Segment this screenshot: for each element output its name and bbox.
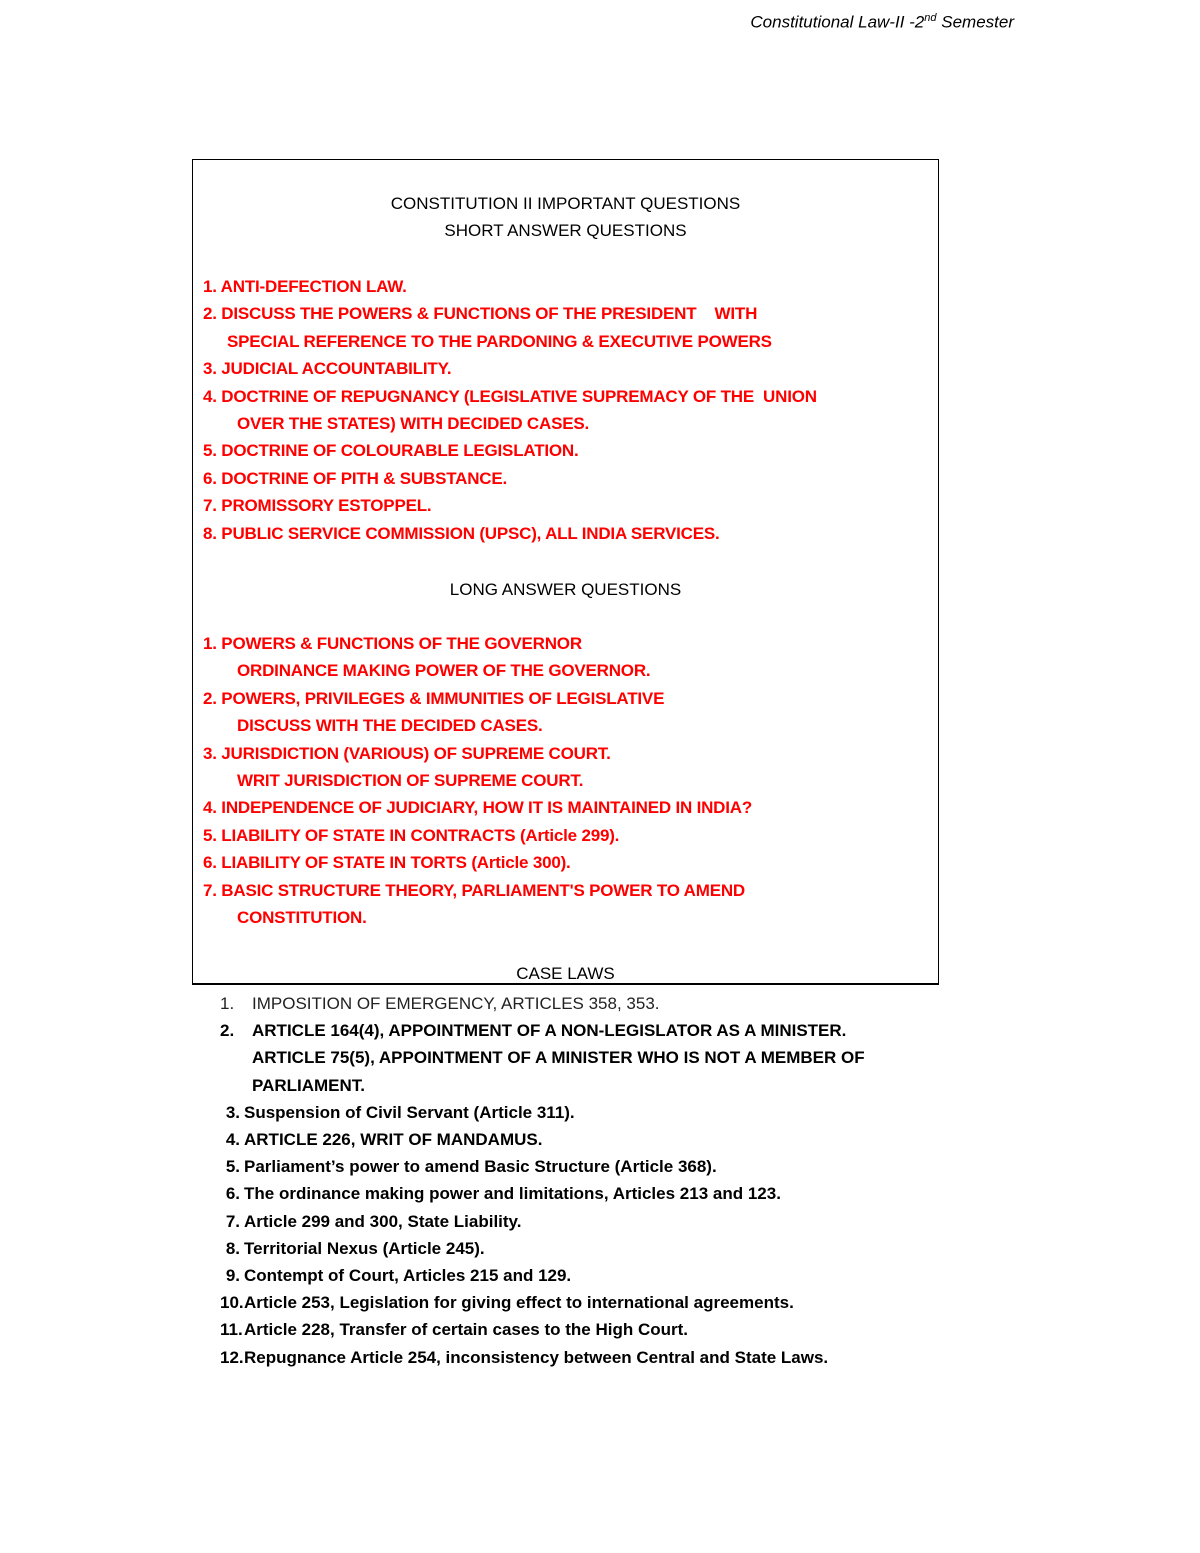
- case-text: Territorial Nexus (Article 245).: [244, 1238, 485, 1258]
- case-number: 7.: [225, 1211, 240, 1231]
- questions-box: [192, 159, 939, 985]
- case-text: PARLIAMENT.: [252, 1075, 366, 1095]
- long-section-title: LONG ANSWER QUESTIONS: [449, 580, 682, 599]
- list-item: 2. POWERS, PRIVILEGES & IMMUNITIES OF LEGISLATIVE: [203, 688, 665, 708]
- list-item: WRIT JURISDICTION OF SUPREME COURT.: [237, 771, 584, 791]
- case-text: Contempt of Court, Articles 215 and 129.: [244, 1266, 572, 1286]
- list-item: SPECIAL REFERENCE TO THE PARDONING & EXECUTIVE POWERS: [227, 331, 772, 351]
- case-item: [220, 1316, 865, 1343]
- list-item: OVER THE STATES) WITH DECIDED CASES.: [237, 414, 590, 434]
- case-number: 11.: [220, 1320, 243, 1340]
- case-laws-list: [220, 990, 865, 1371]
- list-item: 1. POWERS & FUNCTIONS OF THE GOVERNOR: [203, 634, 582, 653]
- case-item: [220, 990, 865, 1017]
- list-item: DISCUSS WITH THE DECIDED CASES.: [237, 716, 543, 736]
- list-item: 8. PUBLIC SERVICE COMMISSION (UPSC), ALL INDIA SERVICES.: [203, 523, 720, 543]
- list-item: 6. LIABILITY OF STATE IN TORTS (Article 300).: [203, 853, 571, 873]
- case-text: Article 299 and 300, State Liability.: [244, 1211, 522, 1231]
- list-item: 5. DOCTRINE OF COLOURABLE LEGISLATION.: [203, 441, 579, 461]
- case-text: ARTICLE 164(4), APPOINTMENT OF A NON-LEGISLATOR AS A MINISTER.: [252, 1021, 847, 1041]
- header-tail: Semester: [936, 12, 1014, 32]
- case-number: 1.: [220, 994, 235, 1013]
- case-item: [220, 1180, 865, 1207]
- case-item: [220, 1208, 865, 1235]
- case-item: [220, 1344, 865, 1371]
- list-item: 7. BASIC STRUCTURE THEORY, PARLIAMENT'S POWER TO AMEND: [203, 880, 745, 900]
- short-questions-list: [203, 273, 817, 547]
- short-section-title: SHORT ANSWER QUESTIONS: [444, 221, 687, 240]
- list-item: CONSTITUTION.: [237, 908, 367, 928]
- header-text: Constitutional Law-II -2: [750, 12, 925, 32]
- case-number: 4.: [225, 1130, 240, 1150]
- case-text: ARTICLE 226, WRIT OF MANDAMUS.: [244, 1130, 543, 1150]
- list-item: 5. LIABILITY OF STATE IN CONTRACTS (Article 299).: [203, 825, 620, 845]
- case-number: 6.: [225, 1184, 240, 1204]
- list-item: ORDINANCE MAKING POWER OF THE GOVERNOR.: [237, 661, 651, 681]
- case-text: Suspension of Civil Servant (Article 311).: [244, 1102, 575, 1122]
- case-text: Parliament’s power to amend Basic Structure (Article 368).: [244, 1157, 717, 1177]
- case-item: [220, 1126, 865, 1153]
- case-item: [220, 1289, 865, 1316]
- case-number: 12.: [220, 1347, 244, 1367]
- case-text: Article 228, Transfer of certain cases to the High Court.: [244, 1320, 689, 1340]
- case-number: 2.: [220, 1021, 235, 1041]
- list-item: 7. PROMISSORY ESTOPPEL.: [203, 496, 432, 516]
- case-item: [220, 1099, 865, 1126]
- case-number: 3.: [225, 1102, 240, 1122]
- list-item: 4. INDEPENDENCE OF JUDICIARY, HOW IT IS MAINTAINED IN INDIA?: [203, 798, 753, 818]
- case-number: 5.: [225, 1157, 240, 1177]
- list-item: 2. DISCUSS THE POWERS & FUNCTIONS OF THE PRESIDENT WITH: [203, 304, 758, 324]
- case-item: [220, 1262, 865, 1289]
- case-item: [220, 1235, 865, 1262]
- list-item: 3. JURISDICTION (VARIOUS) OF SUPREME COURT.: [203, 743, 611, 763]
- box-title: CONSTITUTION II IMPORTANT QUESTIONS: [390, 194, 741, 213]
- list-item: 3. JUDICIAL ACCOUNTABILITY.: [203, 359, 452, 379]
- case-laws-title: CASE LAWS: [516, 964, 615, 983]
- case-text: The ordinance making power and limitations, Articles 213 and 123.: [244, 1184, 781, 1204]
- case-items-rest: [220, 1099, 865, 1371]
- list-item: 6. DOCTRINE OF PITH & SUBSTANCE.: [203, 468, 508, 488]
- case-item-cont: [220, 1044, 865, 1071]
- case-item: [220, 1153, 865, 1180]
- case-number: 9.: [225, 1266, 240, 1286]
- case-text: Article 253, Legislation for giving effect to international agreements.: [244, 1293, 794, 1313]
- list-item: 4. DOCTRINE OF REPUGNANCY (LEGISLATIVE SUPREMACY OF THE UNION: [203, 386, 817, 406]
- case-number: 10.: [220, 1293, 244, 1313]
- case-number: 8.: [225, 1238, 240, 1258]
- case-item-cont: [220, 1072, 865, 1099]
- page-header: [750, 12, 1014, 33]
- header-sup: nd: [924, 12, 937, 24]
- case-text: ARTICLE 75(5), APPOINTMENT OF A MINISTER WHO IS NOT A MEMBER OF: [252, 1048, 865, 1068]
- case-item: [220, 1017, 865, 1044]
- list-item: 1. ANTI-DEFECTION LAW.: [203, 277, 407, 296]
- case-text: Repugnance Article 254, inconsistency between Central and State Laws.: [244, 1347, 829, 1367]
- long-questions-list: [203, 630, 752, 931]
- case-text: IMPOSITION OF EMERGENCY, ARTICLES 358, 353.: [252, 994, 660, 1013]
